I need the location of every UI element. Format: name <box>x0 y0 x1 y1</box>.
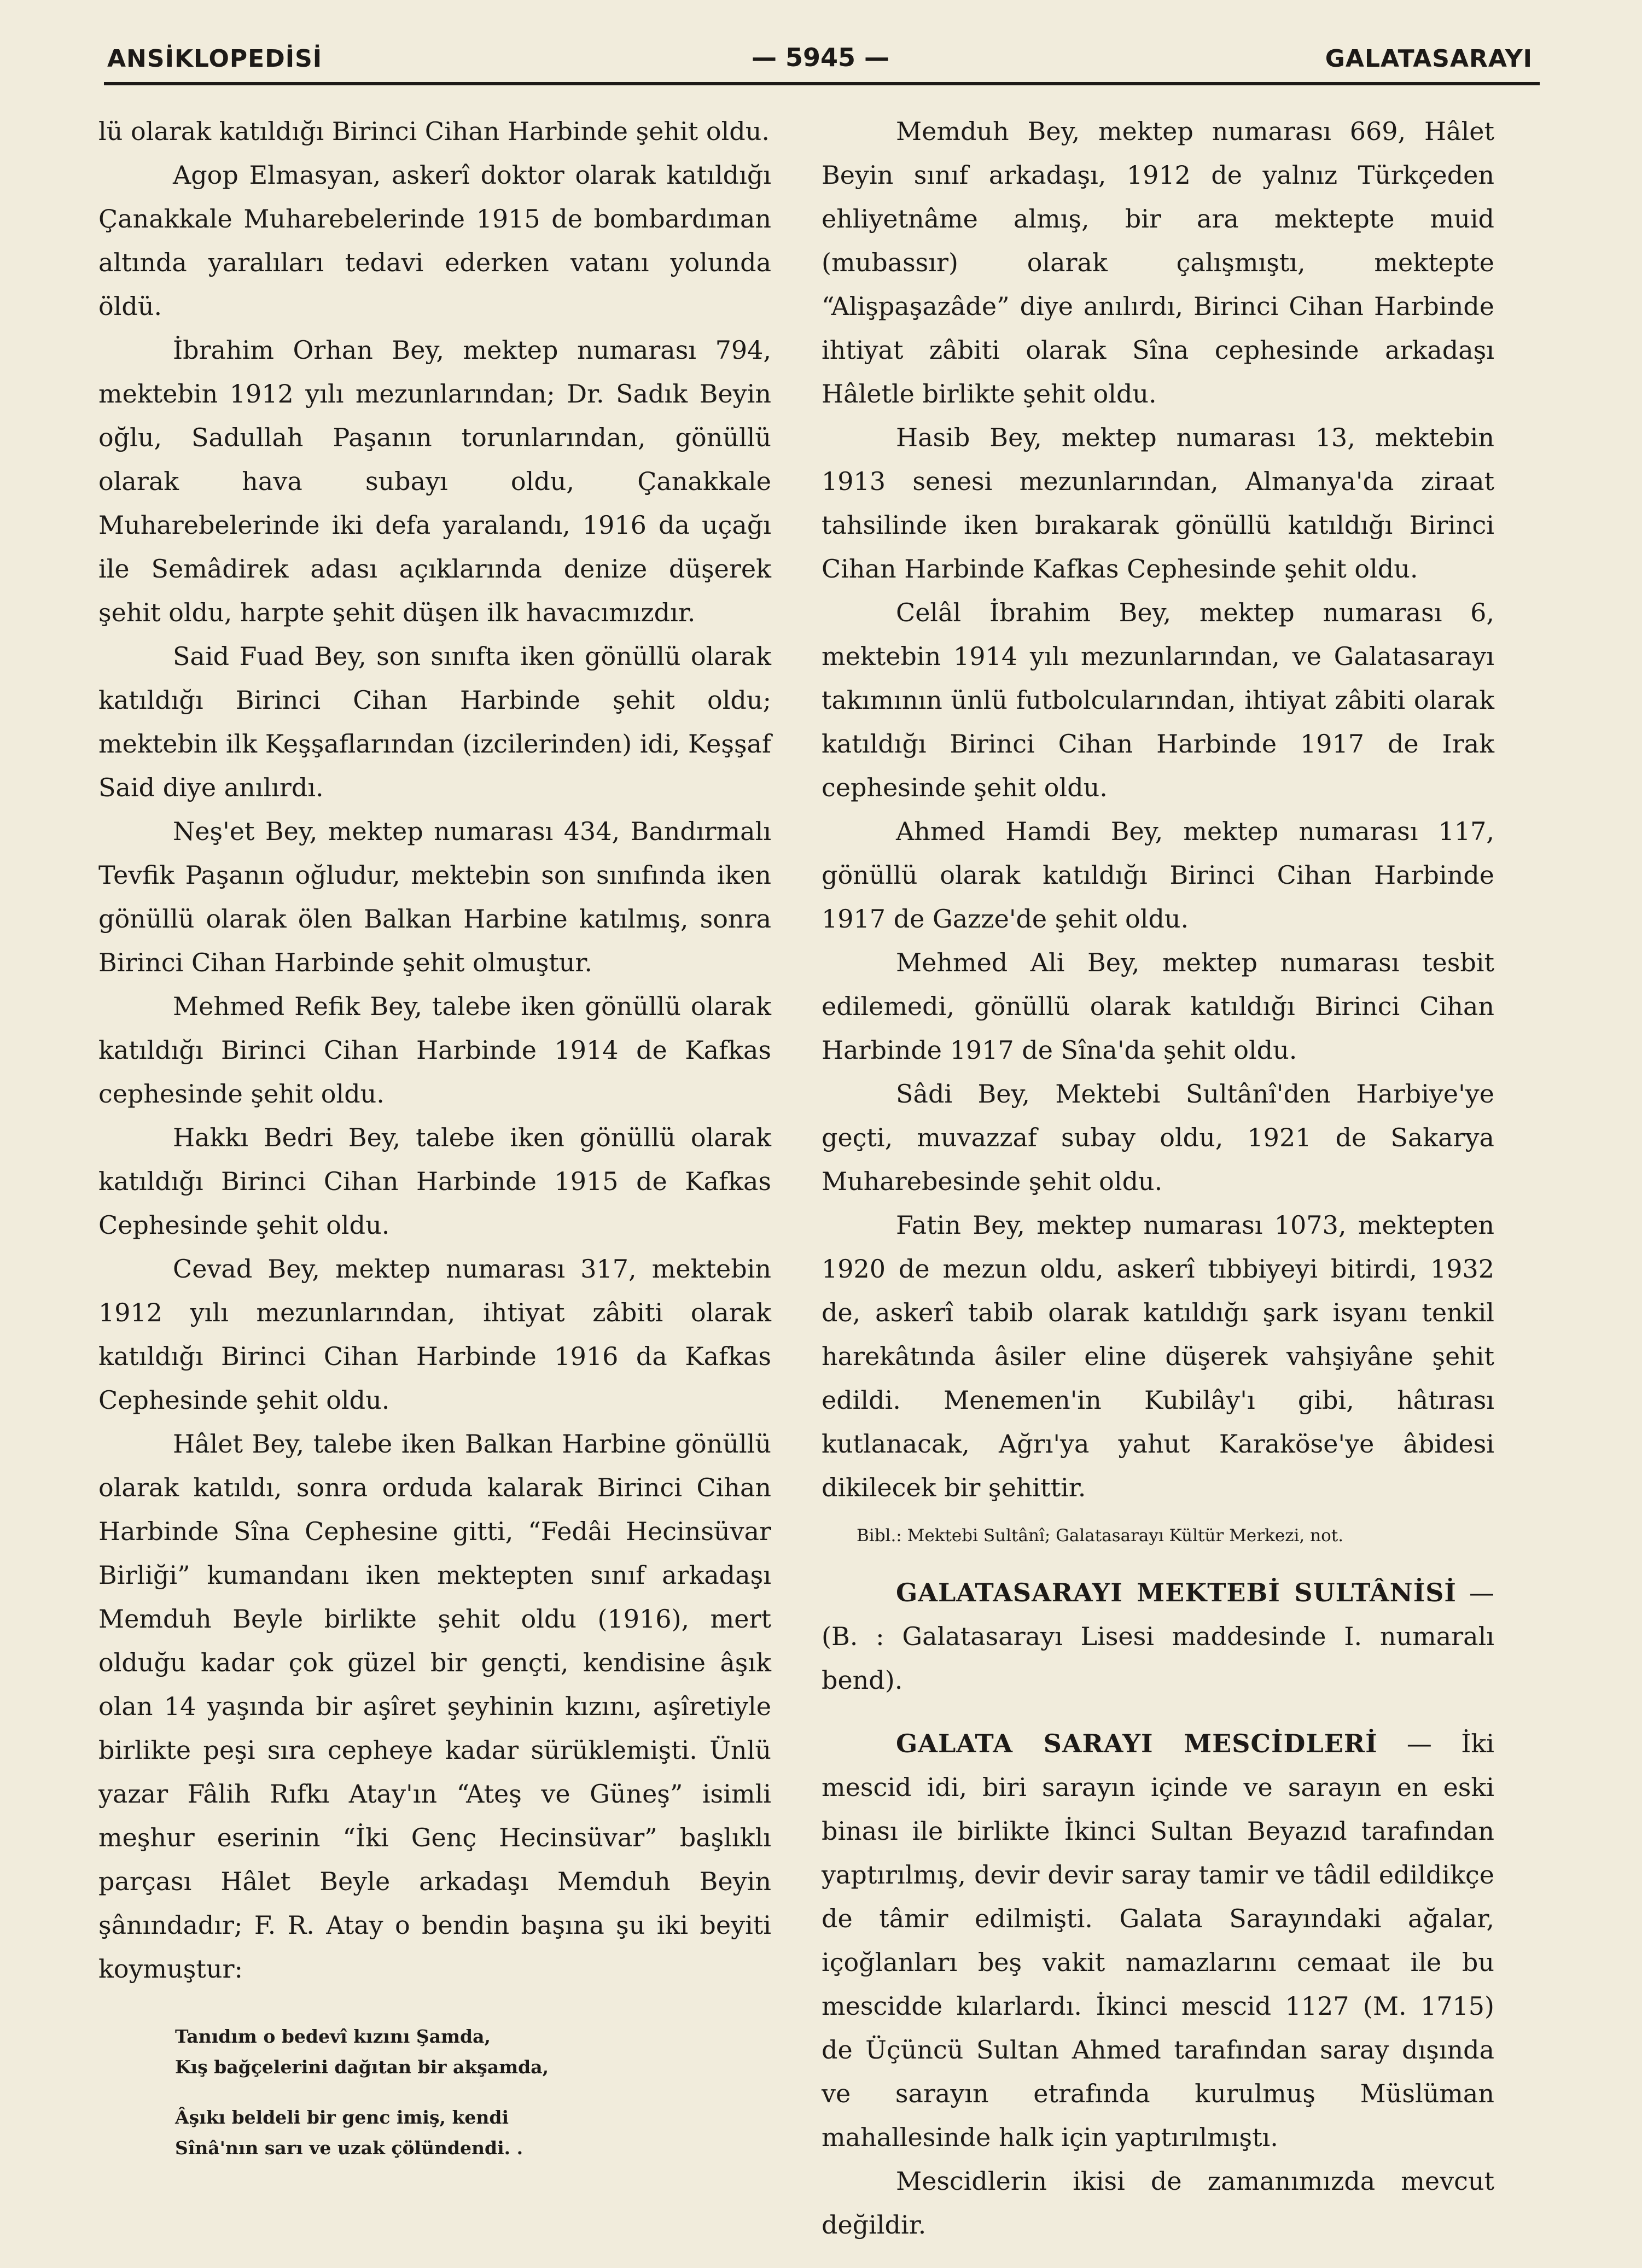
paragraph: Neş'et Bey, mektep numarası 434, Bandırmalı Tevfik Paşanın oğludur, mektebin son sınıfında iken gönüllü olarak ölen Balkan Harbine katılmış, sonra Birinci Cihan Harbinde şehit olmuştur. <box>98 817 771 977</box>
paragraph: Ahmed Hamdi Bey, mektep numarası 117, gönüllü olarak katıldığı Birinci Cihan Harbinde 1917 de Gazze'de şehit oldu. <box>822 817 1494 934</box>
paragraph: Hakkı Bedri Bey, talebe iken gönüllü olarak katıldığı Birinci Cihan Harbinde 1915 de Kafkas Cephesinde şehit oldu. <box>98 1123 771 1240</box>
paragraph: Mehmed Ali Bey, mektep numarası tesbit edilemedi, gönüllü olarak katıldığı Birinci Cihan Harbinde 1917 de Sîna'da şehit oldu. <box>822 948 1494 1065</box>
encyclopedia-entry <box>822 1722 1494 2159</box>
entry-heading: GALATASARAYI MEKTEBİ SULTÂNİSİ <box>896 1578 1457 1607</box>
paragraph: Fatin Bey, mektep numarası 1073, mektepten 1920 de mezun oldu, askerî tıbbiyeyi bitirdi, 1932 de, askerî tabib olarak katıldığı şark isyanı tenkil harekâtında âsiler eline düşerek vahşiyâne şehit edildi. Menemen'in Kubilây'ı gibi, hâtırası kutlanacak, Ağrı'ya yahut Karaköse'ye âbidesi dikilecek bir şehittir. <box>822 1210 1494 1502</box>
poem-line: Âşıkı beldeli bir genc imiş, kendi <box>175 2107 509 2128</box>
encyclopedia-entry <box>822 1571 1494 1702</box>
paragraph: Cevad Bey, mektep numarası 317, mektebin 1912 yılı mezunlarından, ihtiyat zâbiti olarak katıldığı Birinci Cihan Harbinde 1916 da Kafkas Cephesinde şehit oldu. <box>98 1254 771 1415</box>
running-head-left: ANSİKLOPEDİSİ <box>107 45 323 73</box>
paragraph: Mescidlerin ikisi de zamanımızda mevcut değildir. <box>822 2166 1494 2240</box>
poem <box>98 2021 771 2164</box>
paragraph: Sâdi Bey, Mektebi Sultânî'den Harbiye'ye geçti, muvazzaf subay oldu, 1921 de Sakarya Muharebesinde şehit oldu. <box>822 1079 1494 1196</box>
paragraph: İbrahim Orhan Bey, mektep numarası 794, mektebin 1912 yılı mezunlarından; Dr. Sadık Beyin oğlu, Sadullah Paşanın torunlarından, gönüllü olarak hava subayı oldu, Çanakkale Muharebelerinde iki defa yaralandı, 1916 da uçağı ile Semâdirek adası açıklarında denize düşerek şehit oldu, harpte şehit düşen ilk havacımızdır. <box>98 335 771 627</box>
right-column <box>822 109 1494 2247</box>
poem-line: Kış bağçelerini dağıtan bir akşamda, <box>175 2056 549 2078</box>
bibliography: Bibl.: Mektebi Sultânî; Galatasarayı Kültür Merkezi, not. <box>857 1526 1344 1546</box>
paragraph: Said Fuad Bey, son sınıfta iken gönüllü olarak katıldığı Birinci Cihan Harbinde şehit oldu; mektebin ilk Keşşaflarından (izcilerinden) idi, Keşşaf Said diye anılırdı. <box>98 642 771 802</box>
running-head-right: GALATASARAYI <box>1325 45 1533 73</box>
poem-stanza <box>175 2102 771 2164</box>
entry-heading: GALATA SARAYI MESCİDLERİ <box>896 1729 1378 1758</box>
poem-line: Tanıdım o bedevî kızını Şamda, <box>175 2026 491 2047</box>
paragraph: Hâlet Bey, talebe iken Balkan Harbine gönüllü olarak katıldı, sonra orduda kalarak Birinci Cihan Harbinde Sîna Cephesine gitti, “Fedâi Hecinsüvar Birliği” kumandanı iken mektepten sınıf arkadaşı Memduh Beyle birlikte şehit oldu (1916), mert olduğu kadar çok güzel bir gençti, kendisine âşık olan 14 yaşında bir aşîret şeyhinin kızını, aşîretiyle birlikte peşi sıra cepheye kadar sürüklemişti. Ünlü yazar Fâlih Rıfkı Atay'ın “Ateş ve Güneş” isimli meşhur eserinin “İki Genç Hecinsüvar” başlıklı parçası Hâlet Beyle arkadaşı Memduh Beyin şânındadır; F. R. Atay o bendin başına şu iki beyiti koymuştur: <box>98 1429 771 1984</box>
paragraph: Hasib Bey, mektep numarası 13, mektebin 1913 senesi mezunlarından, Almanya'da ziraat tahsilinde iken bırakarak gönüllü katıldığı Birinci Cihan Harbinde Kafkas Cephesinde şehit oldu. <box>822 423 1494 584</box>
entry-text: — İki mescid idi, biri sarayın içinde ve sarayın en eski binası ile birlikte İkinci Sultan Beyazıd tarafından yaptırılmış, devir devir saray tamir ve tâdil edildikçe de tâmir edilmişti. Galata Sarayındaki ağalar, içoğlanları beş vakit namazlarını cemaat ile bu mescidde kılarlardı. İkinci mescid 1127 (M. 1715) de Üçüncü Sultan Ahmed tarafından saray dışında ve sarayın etrafında kurulmuş Müslüman mahallesinde halk için yaptırılmıştı. <box>822 1729 1494 2152</box>
poem-stanza <box>175 2021 771 2083</box>
paragraph: lü olarak katıldığı Birinci Cihan Harbinde şehit oldu. <box>98 116 770 146</box>
paragraph: Celâl İbrahim Bey, mektep numarası 6, mektebin 1914 yılı mezunlarından, ve Galatasarayı takımının ünlü futbolcularından, ihtiyat zâbiti olarak katıldığı Birinci Cihan Harbinde 1917 de Irak cephesinde şehit oldu. <box>822 598 1494 802</box>
page-header <box>104 28 1537 83</box>
header-rule <box>104 82 1540 85</box>
page-number: — 5945 — <box>751 43 890 72</box>
entry-text: — (B. : Galatasarayı Lisesi maddesinde I. numaralı bend). <box>822 1578 1494 1695</box>
paragraph: Agop Elmasyan, askerî doktor olarak katıldığı Çanakkale Muharebelerinde 1915 de bombardıman altında yaralıları tedavi ederken vatanı yolunda öldü. <box>98 160 771 321</box>
poem-line: Sînâ'nın sarı ve uzak çölündendi. . <box>175 2137 523 2159</box>
paragraph: Mehmed Refik Bey, talebe iken gönüllü olarak katıldığı Birinci Cihan Harbinde 1914 de Kafkas cephesinde şehit oldu. <box>98 992 771 1109</box>
left-column <box>98 109 771 2164</box>
paragraph: Memduh Bey, mektep numarası 669, Hâlet Beyin sınıf arkadaşı, 1912 de yalnız Türkçeden ehliyetnâme almış, bir ara mektepte muid (mubassır) olarak çalışmıştı, mektepte “Alişpaşazâde” diye anılırdı, Birinci Cihan Harbinde ihtiyat zâbiti olarak Sîna cephesinde arkadaşı Hâletle birlikte şehit oldu. <box>822 116 1494 409</box>
